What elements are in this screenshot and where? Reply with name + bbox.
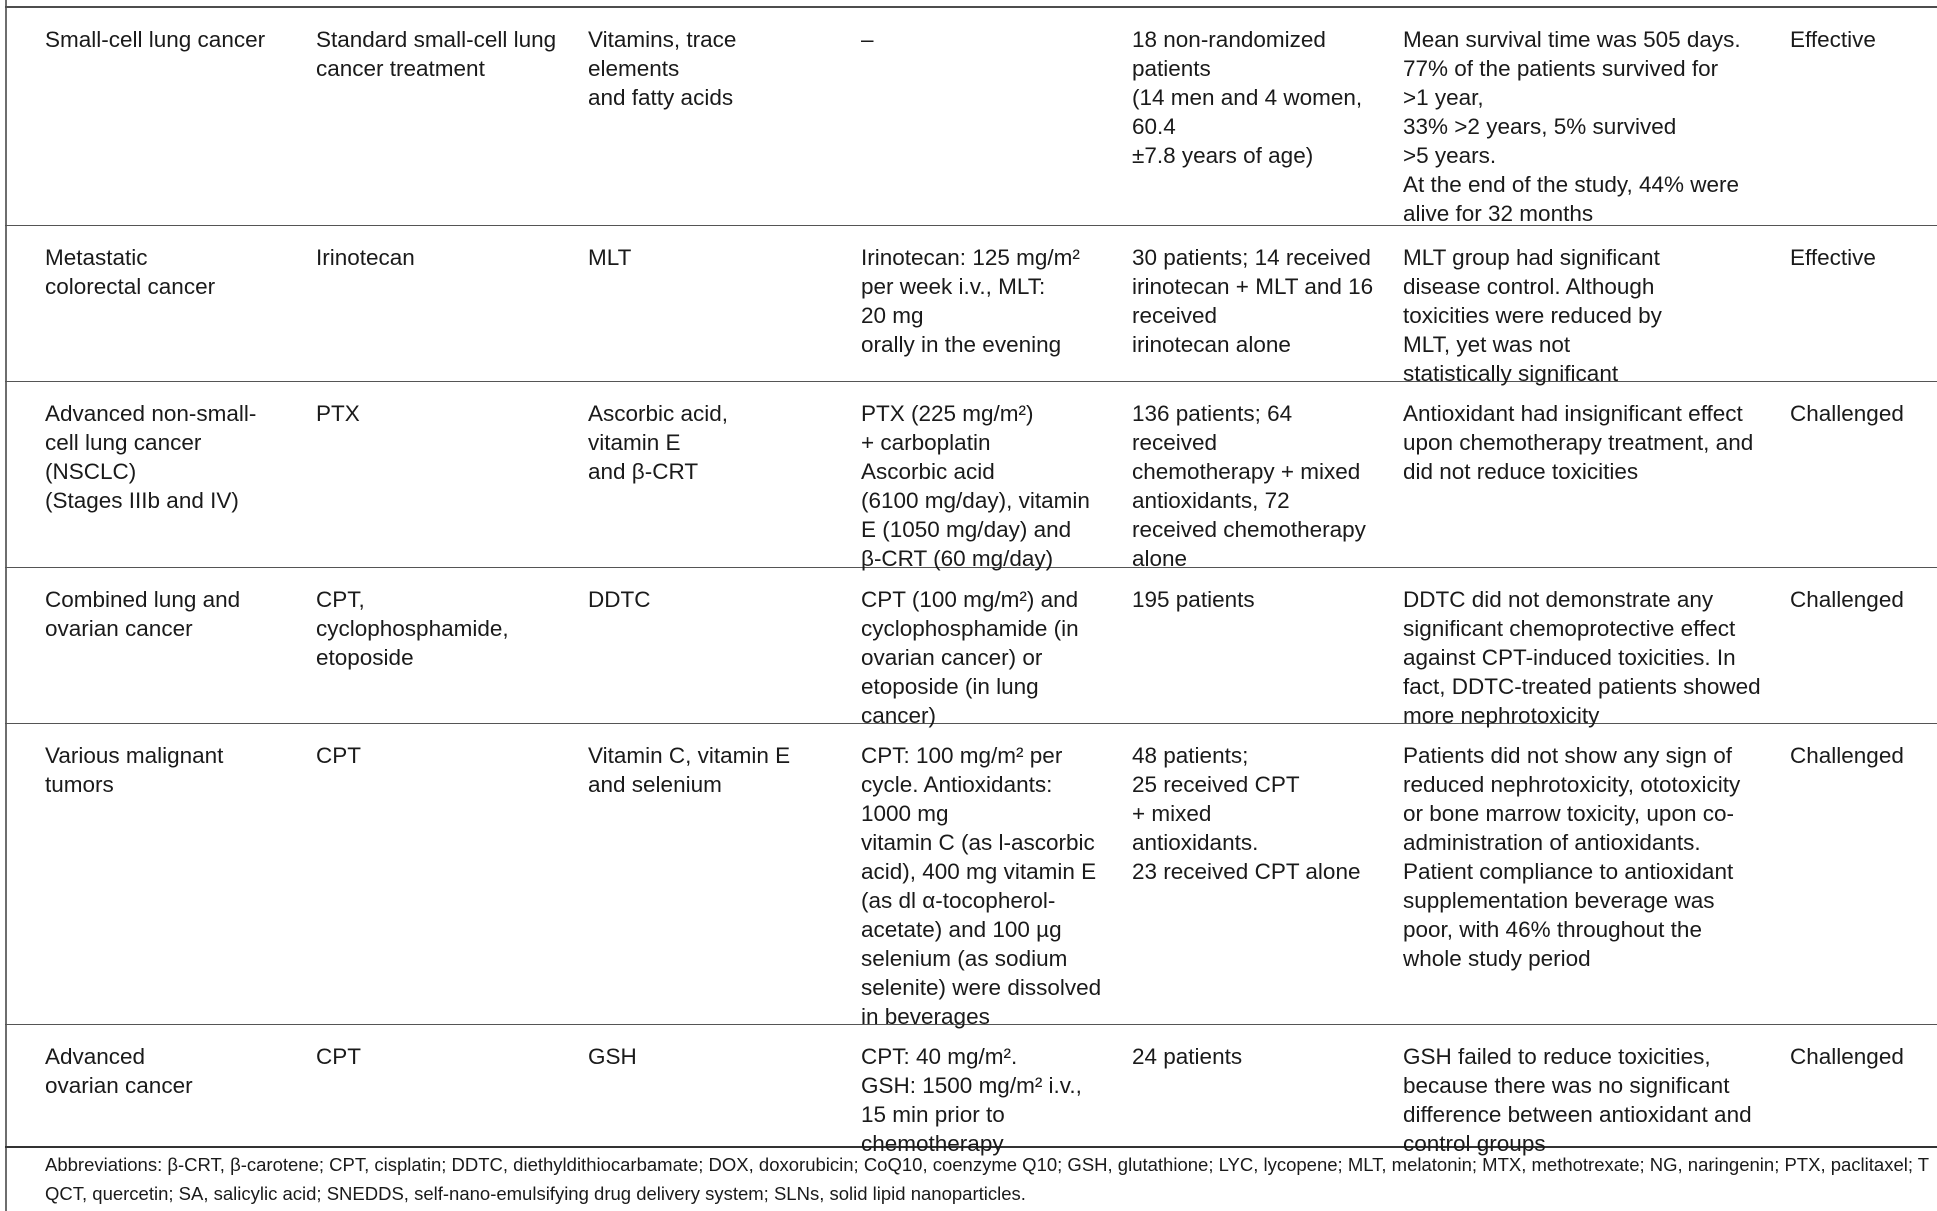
dose-cell: CPT: 40 mg/m². GSH: 1500 mg/m² i.v., 15 min prior to chemotherapy	[861, 1044, 1082, 1156]
outcome-cell: GSH failed to reduce toxicities, because there was no significant difference between antioxidant and control groups	[1403, 1044, 1752, 1156]
cancer-type-cell: Advanced ovarian cancer	[45, 1044, 193, 1098]
chemotherapy-cell: CPT	[316, 1044, 361, 1069]
outcome-cell: Antioxidant had insignificant effect upon chemotherapy treatment, and did not reduce toxicities	[1403, 401, 1754, 484]
table-row	[5, 1025, 1937, 1156]
table-row	[5, 226, 1937, 386]
chemotherapy-cell: CPT	[316, 743, 361, 768]
outcome-cell: Patients did not show any sign of reduced nephrotoxicity, ototoxicity or bone marrow toxicity, upon co- administration of antioxidants. Patient compliance to antioxidant supplementation beverage was poor, with 46% throughout the whole study period	[1403, 743, 1741, 971]
antioxidant-cell: MLT	[588, 245, 632, 270]
effect-cell: Challenged	[1790, 1044, 1904, 1069]
antioxidant-cell: GSH	[588, 1044, 637, 1069]
cancer-type-cell: Various malignant tumors	[45, 743, 224, 797]
table-row	[5, 8, 1937, 226]
patients-cell: 48 patients; 25 received CPT + mixed antioxidants. 23 received CPT alone	[1132, 743, 1361, 884]
outcome-cell: DDTC did not demonstrate any significant chemoprotective effect against CPT-induced toxicities. In fact, DDTC-treated patients showed more nephrotoxicity	[1403, 587, 1761, 728]
outcome-cell: MLT group had significant disease control. Although toxicities were reduced by MLT, yet was not statistically significant	[1403, 245, 1662, 386]
effect-cell: Effective	[1790, 245, 1876, 270]
patients-cell: 136 patients; 64 received chemotherapy + mixed antioxidants, 72 received chemotherapy alone	[1132, 401, 1366, 571]
chemotherapy-cell: CPT, cyclophosphamide, etoposide	[316, 587, 509, 670]
effect-cell: Challenged	[1790, 743, 1904, 768]
effect-cell: Challenged	[1790, 401, 1904, 426]
patients-cell: 24 patients	[1132, 1044, 1243, 1069]
effect-cell: Effective	[1790, 27, 1876, 52]
cancer-type-cell: Small-cell lung cancer	[45, 27, 266, 52]
table-row	[5, 568, 1937, 728]
cancer-type-cell: Advanced non-small- cell lung cancer (NSCLC) (Stages IIIb and IV)	[45, 401, 257, 513]
effect-cell: Challenged	[1790, 587, 1904, 612]
outcome-cell: Mean survival time was 505 days. 77% of the patients survived for >1 year, 33% >2 years, 5% survived >5 years. At the end of the study, 44% were alive for 32 months	[1403, 27, 1741, 226]
chemotherapy-cell: Irinotecan	[316, 245, 415, 270]
table-row	[5, 724, 1937, 1029]
antioxidant-cell: Vitamins, trace elements and fatty acids	[588, 27, 737, 110]
chemotherapy-cell: Standard small-cell lung cancer treatment	[316, 27, 557, 81]
dose-cell: CPT: 100 mg/m² per cycle. Antioxidants: 1000 mg vitamin C (as l-ascorbic acid), 400 mg vitamin E (as dl α-tocopherol- acetate) and 100 µg selenium (as sodium selenite) were dissolved in beverages	[861, 743, 1102, 1029]
antioxidant-cell: DDTC	[588, 587, 651, 612]
chemotherapy-cell: PTX	[316, 401, 360, 426]
antioxidant-cell: Vitamin C, vitamin E and selenium	[588, 743, 791, 797]
patients-cell: 195 patients	[1132, 587, 1255, 612]
dose-cell: –	[861, 27, 874, 52]
cancer-type-cell: Combined lung and ovarian cancer	[45, 587, 241, 641]
patients-cell: 30 patients; 14 received irinotecan + MLT and 16 received irinotecan alone	[1132, 245, 1374, 357]
patients-cell: 18 non-randomized patients (14 men and 4 women, 60.4 ±7.8 years of age)	[1132, 27, 1363, 168]
abbreviations-footnote: Abbreviations: β-CRT, β-carotene; CPT, cisplatin; DDTC, diethyldithiocarbamate; DOX, doxorubicin; CoQ10, coenzyme Q10; GSH, glutathione; LYC, lycopene; MLT, melatonin; MTX, methotrexate; NG, naringenin; PTX, paclitaxel; T QCT, quercetin; SA, salicylic acid; SNEDDS, self-nano-emulsifying drug delivery system; SLNs, solid lipid nanoparticles.	[45, 1154, 1930, 1204]
dose-cell: Irinotecan: 125 mg/m² per week i.v., MLT: 20 mg orally in the evening	[861, 245, 1080, 357]
antioxidant-cell: Ascorbic acid, vitamin E and β-CRT	[588, 401, 729, 484]
cancer-type-cell: Metastatic colorectal cancer	[45, 245, 216, 299]
table-row	[5, 382, 1937, 571]
dose-cell: PTX (225 mg/m²) + carboplatin Ascorbic acid (6100 mg/day), vitamin E (1050 mg/day) and β-CRT (60 mg/day)	[861, 401, 1090, 571]
dose-cell: CPT (100 mg/m²) and cyclophosphamide (in ovarian cancer) or etoposide (in lung cancer)	[861, 587, 1079, 728]
